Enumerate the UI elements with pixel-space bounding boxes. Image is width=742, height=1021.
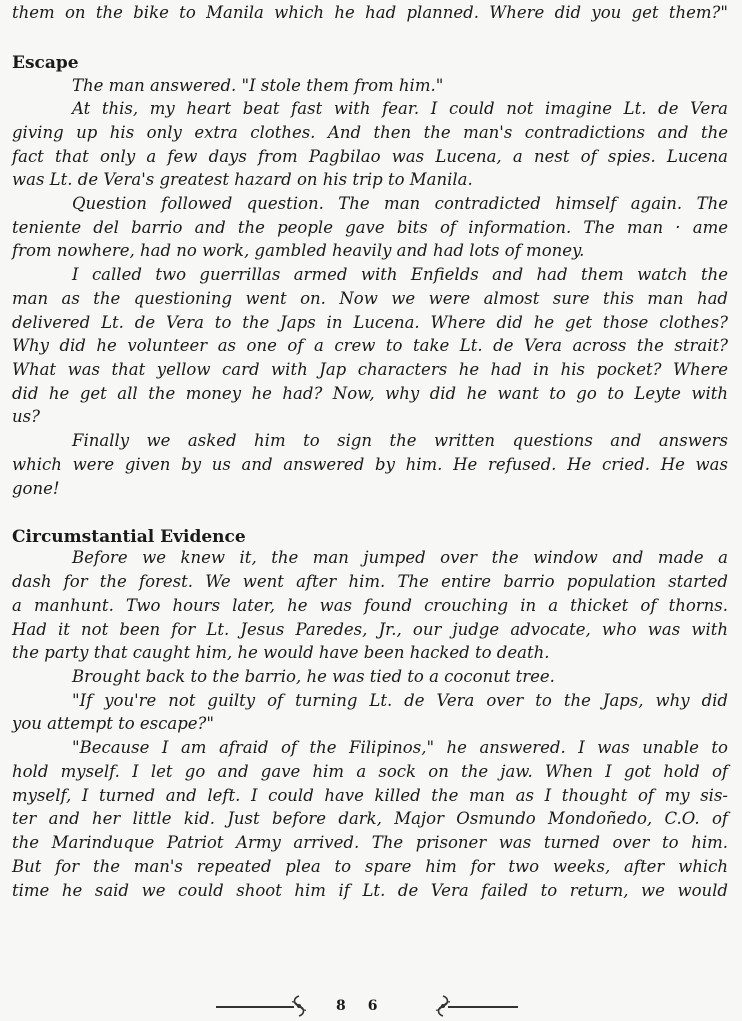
text-line: Question followed question. The man contradicted himself again. The xyxy=(72,194,728,213)
text-line: which were given by us and answered by him. He refused. He cried. He was xyxy=(12,455,728,474)
text-line: I called two guerrillas armed with Enfields and had them watch the xyxy=(72,265,728,284)
section-heading-escape: Escape xyxy=(12,53,79,73)
section-heading-circumstantial-evidence: Circumstantial Evidence xyxy=(12,527,246,547)
text-line: Finally we asked him to sign the written questions and answers xyxy=(72,431,728,450)
text-line: the Marinduque Patriot Army arrived. The prisoner was turned over to him. xyxy=(12,833,728,852)
text-line: But for the man's repeated plea to spare him for two weeks, after which xyxy=(12,857,728,876)
text-line: "If you're not guilty of turning Lt. de Vera over to the Japs, why did xyxy=(72,691,728,710)
text-line: you attempt to escape?" xyxy=(12,714,214,733)
flourish-left-icon xyxy=(288,994,310,1018)
text-line: What was that yellow card with Jap characters he had in his pocket? Where xyxy=(12,360,728,379)
text-line: us? xyxy=(12,407,40,426)
text-line: Before we knew it, the man jumped over the window and made a xyxy=(72,548,728,567)
text-line: time he said we could shoot him if Lt. de Vera failed to return, we would xyxy=(12,881,728,900)
page-footer xyxy=(0,994,742,1018)
footer-rule-right xyxy=(448,1006,518,1008)
text-line: "Because I am afraid of the Filipinos," he answered. I was unable to xyxy=(72,738,728,757)
text-line: from nowhere, had no work, gambled heavily and had lots of money. xyxy=(12,241,585,260)
text-line: gone! xyxy=(12,479,60,498)
text-line: At this, my heart beat fast with fear. I could not imagine Lt. de Vera xyxy=(72,99,728,118)
text-line: delivered Lt. de Vera to the Japs in Lucena. Where did he get those clothes? xyxy=(12,313,728,332)
text-line: teniente del barrio and the people gave bits of information. The man · ame xyxy=(12,218,728,237)
footer-rule-left xyxy=(216,1006,294,1008)
continued-text-line: them on the bike to Manila which he had planned. Where did you get them?" xyxy=(12,3,728,22)
text-line: ter and her little kid. Just before dark, Major Osmundo Mondoñedo, C.O. of xyxy=(12,809,728,828)
text-line: was Lt. de Vera's greatest hazard on his trip to Manila. xyxy=(12,170,473,189)
text-line: Why did he volunteer as one of a crew to take Lt. de Vera across the strait? xyxy=(12,336,728,355)
text-line: dash for the forest. We went after him. The entire barrio population started xyxy=(12,572,728,591)
text-line: The man answered. "I stole them from him." xyxy=(72,76,444,95)
text-line: giving up his only extra clothes. And then the man's contradictions and the xyxy=(12,123,728,142)
text-line: Brought back to the barrio, he was tied to a coconut tree. xyxy=(72,667,555,686)
text-line: did he get all the money he had? Now, why did he want to go to Leyte with xyxy=(12,384,728,403)
text-line: myself, I turned and left. I could have killed the man as I thought of my sis- xyxy=(12,786,728,805)
text-line: man as the questioning went on. Now we were almost sure this man had xyxy=(12,289,728,308)
page-number: 86 xyxy=(336,998,400,1014)
text-line: a manhunt. Two hours later, he was found crouching in a thicket of thorns. xyxy=(12,596,728,615)
text-line: hold myself. I let go and gave him a sock on the jaw. When I got hold of xyxy=(12,762,728,781)
text-line: fact that only a few days from Pagbilao was Lucena, a nest of spies. Lucena xyxy=(12,147,728,166)
text-line: Had it not been for Lt. Jesus Paredes, Jr., our judge advocate, who was with xyxy=(12,620,728,639)
text-line: the party that caught him, he would have been hacked to death. xyxy=(12,643,550,662)
